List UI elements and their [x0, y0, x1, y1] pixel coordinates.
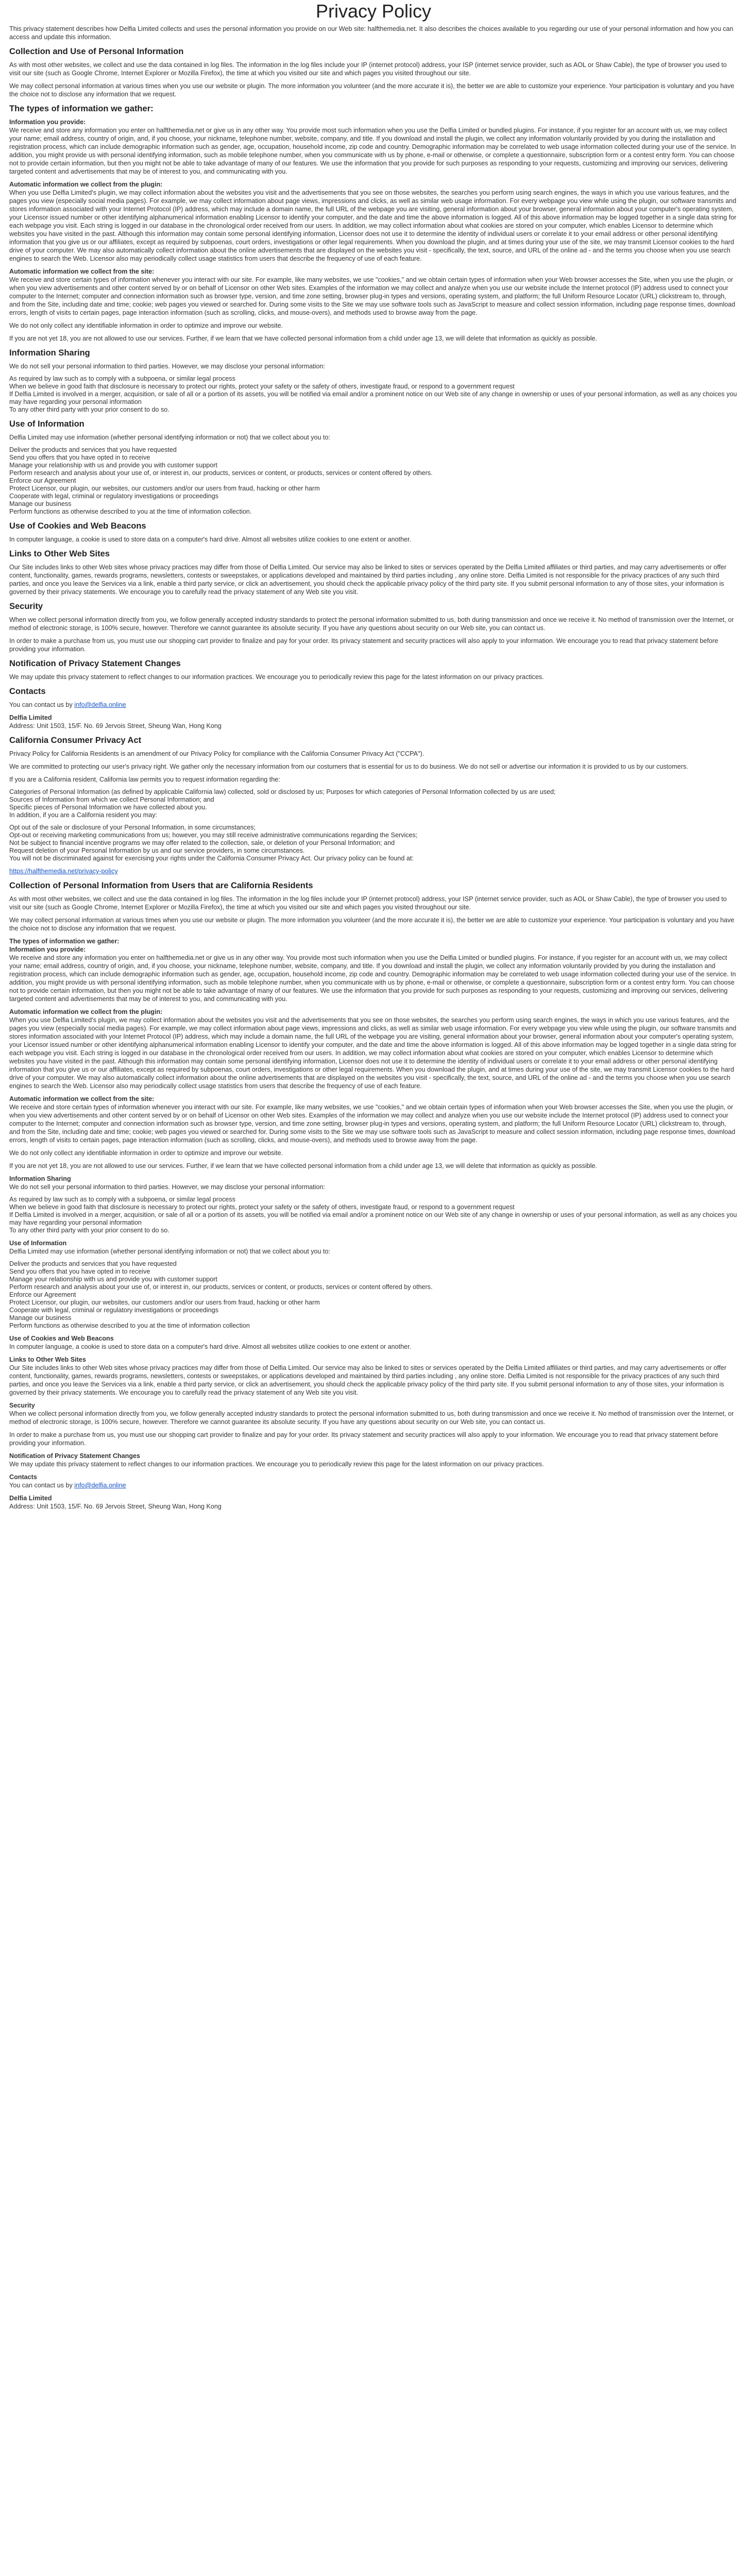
- list-item: If Delfia Limited is involved in a merger, acquisition, or sale of all or a portion of its assets, you will be notified via email and/or a prominent notice on our Web site of any change in ownership or uses of your personal information, as well as any choices you may have regarding your personal information: [9, 391, 737, 405]
- list-item: Enforce our Agreement: [9, 477, 76, 484]
- paragraph: We receive and store any information you enter on halfthemedia.net or give us in any other way. You provide most such information when you use the Delfia Limited or bundled plugins. For instance, if you register for an account with us, we may collect your name; email address, country of origin, and, if you choose, your nickname, telephone number, website, company, and title. If you download and install the plugin, we collect any information voluntarily provided by you during the installation and registration process, which can include demographic information such as gender, age, occupation, household income, zip code and country. Demographic information may be correlated to web usage information collected during your use of the service. In addition, you might provide us with personal identifying information, such as mobile telephone number, when you communicate with us by phone, e-mail or otherwise, or complete a questionnaire, subscription form or a contest entry form. You can choose not to provide certain information, but then you might not be able to take advantage of many of our features. We use the information that you provide for such purposes as responding to your requests, customizing and improving our services, delivering targeted content and advertisements that may be of interest to you, and communicating with you.: [9, 954, 736, 1003]
- paragraph: If you are not yet 18, you are not allowed to use our services. Further, if we learn that we have collected personal information from a child under age 13, we will delete that information as quickly as possible.: [9, 1162, 598, 1170]
- list-item: Cooperate with legal, criminal or regulatory investigations or proceedings: [9, 1307, 219, 1314]
- paragraph: We do not sell your personal information to third parties. However, we may disclose your personal information:: [9, 1183, 325, 1191]
- link-paragraph: [9, 1481, 738, 1489]
- section-heading-security: Security: [9, 1402, 35, 1409]
- list-item: Specific pieces of Personal Information we have collected about you.: [9, 804, 207, 811]
- section-heading-links-to-other-web-sites: Links to Other Web Sites: [9, 1356, 86, 1363]
- item-list: [9, 375, 738, 414]
- list-item: Protect Licensor, our plugin, our websites, our customers and/or our users from fraud, hacking or other harm: [9, 485, 320, 492]
- paragraph: In order to make a purchase from us, you must use our shopping cart provider to finalize and pay for your order. Its privacy statement and security practices will also apply to your information. We encourage you to read that privacy statement before providing your information.: [9, 1431, 718, 1447]
- paragraph: Delfia Limited may use information (whether personal identifying information or not) that we collect about you to:: [9, 1248, 331, 1255]
- list-item: Perform research and analysis about your use of, or interest in, our products, services or content, or products, services or content offered by others.: [9, 1283, 433, 1291]
- privacy-policy-link[interactable]: https://halfthemedia.net/privacy-policy: [9, 868, 118, 875]
- list-item: Sources of Information from which we collect Personal Information; and: [9, 796, 214, 803]
- list-item: In addition, if you are a California resident you may:: [9, 811, 158, 819]
- section-heading-the-types-of-information-we-gather: The types of information we gather:: [9, 104, 154, 113]
- section-heading-information-sharing: Information Sharing: [9, 1175, 71, 1182]
- item-list: [9, 446, 738, 516]
- paragraph: In computer language, a cookie is used to store data on a computer's hard drive. Almost all websites utilize cookies to one extent or another.: [9, 536, 412, 543]
- paragraph: When you use Delfia Limited's plugin, we may collect information about the websites you visit and the advertisements that you see on those websites, the searches you perform using search engines, the ways in which you use various features, and the pages you view (especially social media pages). For example, we may collect information about page views, impressions and clicks, as well as similar web usage information. For every webpage you view while using the plugin, our software transmits and stores information associated with your Internet Protocol (IP) address, which may include a domain name, the full URL of the webpage you are visiting, general information about your browser, general information about your computer's operating system, your Licensor issued number or other identifying alphanumerical information enabling Licensor to identify your computer, and the date and time the above information is logged. All of this above information may be logged together in a single data string for each webpage you visit. Each string is logged in our database in the chronological order received from our users. In addition, we may collect information about what cookies are stored on your computer, which enables Licensor to determine which websites you have visited in the past. Although this information may contain some personal identifying information, Licensor does not use it to determine the identity of individual users or correlate it to your email address or other personal identifying information that you give us or our affiliates, except as required by subpoenas, court orders, investigations or other legal requirements. When you download the plugin, and at times during your use of the site, we may transmit Licensor cookies to the hard drive of your computer. We may also automatically collect information about the online advertisements that are displayed on the websites you visit - specifically, the text, source, and URL of the online ad - and the terms you choose when you use search engines to search the Web. Licensor also may periodically collect usage statistics from users that describe the frequency of use of each feature.: [9, 1016, 737, 1090]
- list-item: Categories of Personal Information (as defined by applicable California law) collected, sold or disclosed by us; Purposes for which categories of Personal Information collected by us are used;: [9, 788, 556, 795]
- paragraph: We may update this privacy statement to reflect changes to our information practices. We encourage you to periodically review this page for the latest information on our privacy practices.: [9, 1461, 544, 1468]
- section-heading-collection-and-use-of-personal-informati: Collection and Use of Personal Information: [9, 47, 184, 56]
- list-item: To any other third party with your prior consent to do so.: [9, 406, 169, 413]
- list-item: Not be subject to financial incentive programs we may offer related to the collection, sale, or deletion of your Personal Information; and: [9, 839, 395, 846]
- list-item: As required by law such as to comply with a subpoena, or similar legal process: [9, 375, 235, 382]
- section-heading-use-of-information: Use of Information: [9, 419, 84, 429]
- list-item: Perform research and analysis about your use of, or interest in, our products, services or content, or products, services or content offered by others.: [9, 469, 433, 477]
- list-item: To any other third party with your prior consent to do so.: [9, 1227, 169, 1234]
- paragraph: This privacy statement describes how Delfia Limited collects and uses the personal information you provide on our Web site: halfthemedia.net. It also describes the choices available to you regarding our use of your personal information and how you can access and update this information.: [9, 25, 734, 41]
- paragraph: We receive and store any information you enter on halfthemedia.net or give us in any other way. You provide most such information when you use the Delfia Limited or bundled plugins. For instance, if you register for an account with us, we may collect your name; email address, country of origin, and, if you choose, your nickname, telephone number, website, company, and title. If you download and install the plugin, we collect any information voluntarily provided by you during the installation and registration process, which can include demographic information such as gender, age, occupation, household income, zip code and country. Demographic information may be correlated to web usage information collected during your use of the service. In addition, you might provide us with personal identifying information, such as mobile telephone number, when you communicate with us by phone, e-mail or otherwise, or complete a questionnaire, subscription form or a contest entry form. You can choose not to provide certain information, but then you might not be able to take advantage of many of our features. We use the information that you provide for such purposes as responding to your requests, customizing and improving our services, delivering targeted content and advertisements that may be of interest to you, and communicating with you.: [9, 127, 736, 175]
- link-prefix: You can contact us by: [9, 701, 75, 708]
- item-list: [9, 1260, 738, 1330]
- list-item: If Delfia Limited is involved in a merger, acquisition, or sale of all or a portion of its assets, you will be notified via email and/or a prominent notice on our Web site of any change in ownership or uses of your personal information, as well as any choices you may have regarding your personal information: [9, 1211, 737, 1226]
- paragraph: We may collect personal information at various times when you use our website or plugin. The more information you volunteer (and the more accurate it is), the better we are able to customize your experience. Your participation is voluntary and you have the choice not to disclose any information that we request.: [9, 82, 735, 98]
- paragraph: We may update this privacy statement to reflect changes to our information practices. We encourage you to periodically review this page for the latest information on our privacy practices.: [9, 673, 544, 681]
- item-list: [9, 788, 738, 819]
- section-heading-contacts: Contacts: [9, 687, 46, 696]
- list-item: Cooperate with legal, criminal or regulatory investigations or proceedings: [9, 493, 219, 500]
- paragraph: We receive and store certain types of information whenever you interact with our site. For example, like many websites, we use "cookies," and we obtain certain types of information when your Web browser accesses the Site, when you use the plugin, or when you view advertisements and other content served by or on behalf of Licensor on other Web sites. Examples of the information we may collect and analyze when you use our website include the Internet protocol (IP) address used to connect your computer to the Internet; computer and connection information such as browser type, version, and time zone setting, browser plug-in types and versions, operating system, and platform; the full Uniform Resource Locator (URL) clickstream to, through, and from the Site, including date and time; cookie; web pages you viewed or searched for. During some visits to the Site we may use software tools such as JavaScript to measure and collect session information, including page response times, download errors, length of visits to certain pages, page interaction information (such as scrolling, clicks, and mouse-overs), and methods used to browse away from the page.: [9, 1104, 736, 1144]
- paragraph: As with most other websites, we collect and use the data contained in log files. The information in the log files include your IP (internet protocol) address, your ISP (internet service provider, such as AOL or Shaw Cable), the type of browser you used to visit our site (such as Google Chrome, Internet Explorer or Mozilla Firefox), the time at which you visited our site and which pages you visited throughout our site.: [9, 61, 727, 77]
- item-list: [9, 1196, 738, 1234]
- list-item: As required by law such as to comply with a subpoena, or similar legal process: [9, 1196, 235, 1203]
- paragraph: Address: Unit 1503, 15/F. No. 69 Jervois Street, Sheung Wan, Hong Kong: [9, 722, 222, 730]
- section-heading-the-types-of-information-we-gather: The types of information we gather:: [9, 938, 120, 945]
- paragraph: Privacy Policy for California Residents is an amendment of our Privacy Policy for compliance with the California Consumer Privacy Act ("CCPA").: [9, 750, 425, 757]
- list-item: Enforce our Agreement: [9, 1291, 76, 1298]
- list-item: Protect Licensor, our plugin, our websites, our customers and/or our users from fraud, hacking or other harm: [9, 1299, 320, 1306]
- section-heading-automatic-information-we-collect-from-th: Automatic information we collect from the site:: [9, 268, 155, 275]
- section-heading-california-consumer-privacy-act: California Consumer Privacy Act: [9, 736, 142, 745]
- paragraph: We do not only collect any identifiable information in order to optimize and improve our website.: [9, 322, 283, 329]
- paragraph: In order to make a purchase from us, you must use our shopping cart provider to finalize and pay for your order. Its privacy statement and security practices will also apply to your information. We encourage you to read that privacy statement before providing your information.: [9, 637, 718, 653]
- paragraph: Our Site includes links to other Web sites whose privacy practices may differ from those of Delfia Limited. Our service may also be linked to sites or services operated by the Delfia Limited affiliates or third parties, and may carry advertisements or offer content, functionality, games, rewards programs, newsletters, contests or sweepstakes, or applications developed and maintained by third parties including , any online store. Delfia Limited is not responsible for the privacy practices of any such third parties, and once you leave the Services via a link, enable a third party service, or click an advertisement, you should check the applicable privacy policy of the third party site. If you submit personal information to any of those sites, your information is governed by their privacy statements. We encourage you to carefully read the privacy statement of any Web site you visit.: [9, 564, 726, 596]
- section-heading-notification-of-privacy-statement-change: Notification of Privacy Statement Changes: [9, 1452, 141, 1460]
- paragraph: We receive and store certain types of information whenever you interact with our site. For example, like many websites, we use "cookies," and we obtain certain types of information when your Web browser accesses the Site, when you use the plugin, or when you view advertisements and other content served by or on behalf of Licensor on other Web sites. Examples of the information we may collect and analyze when you use our website include the Internet protocol (IP) address used to connect your computer to the Internet; computer and connection information such as browser type, version, and time zone setting, browser plug-in types and versions, operating system, and platform; the full Uniform Resource Locator (URL) clickstream to, through, and from the Site, including date and time; cookie; web pages you viewed or searched for. During some visits to the Site we may use software tools such as JavaScript to measure and collect session information, including page response times, download errors, length of visits to certain pages, page interaction information (such as scrolling, clicks, and mouse-overs), and methods used to browse away from the page.: [9, 276, 736, 316]
- section-heading-automatic-information-we-collect-from-th: Automatic information we collect from the plugin:: [9, 1008, 163, 1015]
- section-heading-automatic-information-we-collect-from-th: Automatic information we collect from the site:: [9, 1095, 155, 1103]
- list-item: Perform functions as otherwise described to you at the time of information collection: [9, 1322, 250, 1329]
- paragraph: If you are a California resident, California law permits you to request information regarding the:: [9, 776, 280, 783]
- paragraph: As with most other websites, we collect and use the data contained in log files. The information in the log files include your IP (internet protocol) address, your ISP (internet service provider, such as AOL or Shaw Cable), the type of browser you used to visit our site (such as Google Chrome, Internet Explorer or Mozilla Firefox), the time at which you visited our site and which pages you visited throughout our site.: [9, 895, 727, 911]
- list-item: When we believe in good faith that disclosure is necessary to protect our rights, protect your safety or the safety of others, investigate fraud, or respond to a government request: [9, 383, 515, 390]
- section-heading-use-of-cookies-and-web-beacons: Use of Cookies and Web Beacons: [9, 1335, 114, 1342]
- list-item: Send you offers that you have opted in to receive: [9, 1268, 150, 1275]
- contact-email-link[interactable]: info@delfia.online: [74, 701, 126, 708]
- section-heading-notification-of-privacy-statement-change: Notification of Privacy Statement Changes: [9, 659, 181, 668]
- section-heading-delfia-limited: Delfia Limited: [9, 714, 52, 721]
- section-heading-use-of-information: Use of Information: [9, 1240, 67, 1247]
- list-item: Deliver the products and services that you have requested: [9, 1260, 177, 1267]
- link-paragraph: [9, 701, 738, 709]
- paragraph: When we collect personal information directly from you, we follow generally accepted industry standards to protect the personal information submitted to us, both during transmission and once we receive it. No method of transmission over the Internet, or method of electronic storage, is 100% secure, however. Therefore we cannot guarantee its absolute security. If you have any questions about security on our Web site, you can contact us.: [9, 616, 734, 632]
- list-item: Send you offers that you have opted in to receive: [9, 454, 150, 461]
- paragraph: Our Site includes links to other Web sites whose privacy practices may differ from those of Delfia Limited. Our service may also be linked to sites or services operated by the Delfia Limited affiliates or third parties, and may carry advertisements or offer content, functionality, games, rewards programs, newsletters, contests or sweepstakes, or applications developed and maintained by third parties including , any online store. Delfia Limited is not responsible for the privacy practices of any such third parties, and once you leave the Services via a link, enable a third party service, or click an advertisement, you should check the applicable privacy policy of the third party site. If you submit personal information to any of those sites, your information is governed by their privacy statements. We encourage you to carefully read the privacy statement of any Web site you visit.: [9, 1364, 726, 1396]
- paragraph: Delfia Limited may use information (whether personal identifying information or not) that we collect about you to:: [9, 434, 331, 441]
- paragraph: We do not sell your personal information to third parties. However, we may disclose your personal information:: [9, 363, 325, 370]
- paragraph: If you are not yet 18, you are not allowed to use our services. Further, if we learn that we have collected personal information from a child under age 13, we will delete that information as quickly as possible.: [9, 335, 598, 342]
- paragraph: We may collect personal information at various times when you use our website or plugin. The more information you volunteer (and the more accurate it is), the better we are able to customize your experience. Your participation is voluntary and you have the choice not to disclose any information that we request.: [9, 917, 735, 932]
- paragraph: We do not only collect any identifiable information in order to optimize and improve our website.: [9, 1149, 283, 1157]
- list-item: You will not be discriminated against for exercising your rights under the California Consumer Privacy Act. Our privacy policy can be found at:: [9, 855, 414, 862]
- paragraph: Address: Unit 1503, 15/F. No. 69 Jervois Street, Sheung Wan, Hong Kong: [9, 1503, 222, 1510]
- policy-content: [9, 25, 738, 1511]
- list-item: Deliver the products and services that you have requested: [9, 446, 177, 453]
- list-item: Perform functions as otherwise described to you at the time of information collection.: [9, 508, 252, 515]
- section-heading-security: Security: [9, 602, 43, 611]
- list-item: Opt out of the sale or disclosure of your Personal Information, in some circumstances;: [9, 824, 256, 831]
- section-heading-use-of-cookies-and-web-beacons: Use of Cookies and Web Beacons: [9, 521, 146, 531]
- list-item: Request deletion of your Personal Information by us and our service providers, in some circumstances.: [9, 847, 305, 854]
- section-heading-information-you-provide: Information you provide:: [9, 946, 86, 953]
- item-list: [9, 824, 738, 862]
- list-item: When we believe in good faith that disclosure is necessary to protect our rights, protect your safety or the safety of others, investigate fraud, or respond to a government request: [9, 1204, 515, 1211]
- paragraph: When we collect personal information directly from you, we follow generally accepted industry standards to protect the personal information submitted to us, both during transmission and once we receive it. No method of transmission over the Internet, or method of electronic storage, is 100% secure, however. Therefore we cannot guarantee its absolute security. If you have any questions about security on our Web site, you can contact us.: [9, 1410, 734, 1426]
- link-prefix: You can contact us by: [9, 1482, 75, 1489]
- list-item: Manage your relationship with us and provide you with customer support: [9, 462, 217, 469]
- section-heading-delfia-limited: Delfia Limited: [9, 1495, 52, 1502]
- list-item: Opt-out or receiving marketing communications from us; however, you may still receive administrative communications regarding the Services;: [9, 832, 418, 839]
- list-item: Manage your relationship with us and provide you with customer support: [9, 1276, 217, 1283]
- section-heading-contacts: Contacts: [9, 1473, 37, 1481]
- contact-email-link[interactable]: info@delfia.online: [74, 1482, 126, 1489]
- list-item: Manage our business: [9, 500, 72, 507]
- section-heading-collection-of-personal-information-from-: Collection of Personal Information from Users that are California Residents: [9, 881, 313, 890]
- section-heading-information-sharing: Information Sharing: [9, 348, 90, 358]
- page-title: Privacy Policy: [315, 1, 432, 22]
- privacy-policy-page: [9, 0, 738, 1526]
- paragraph: We are committed to protecting our user's privacy right. We gather only the necessary information from our costumers that is essential for us to do business. We do not sell or advertise our information it is provided to us by our customers.: [9, 763, 688, 770]
- paragraph: In computer language, a cookie is used to store data on a computer's hard drive. Almost all websites utilize cookies to one extent or another.: [9, 1343, 412, 1350]
- link-paragraph: [9, 867, 738, 875]
- section-heading-links-to-other-web-sites: Links to Other Web Sites: [9, 549, 110, 558]
- list-item: Manage our business: [9, 1314, 72, 1321]
- section-heading-information-you-provide: Information you provide:: [9, 118, 86, 126]
- section-heading-automatic-information-we-collect-from-th: Automatic information we collect from the plugin:: [9, 181, 163, 188]
- paragraph: When you use Delfia Limited's plugin, we may collect information about the websites you visit and the advertisements that you see on those websites, the searches you perform using search engines, the ways in which you use various features, and the pages you view (especially social media pages). For example, we may collect information about page views, impressions and clicks, as well as similar web usage information. For every webpage you view while using the plugin, our software transmits and stores information associated with your Internet Protocol (IP) address, which may include a domain name, the full URL of the webpage you are visiting, general information about your browser, general information about your computer's operating system, your Licensor issued number or other identifying alphanumerical information enabling Licensor to identify your computer, and the date and time the above information is logged. All of this above information may be logged together in a single data string for each webpage you visit. Each string is logged in our database in the chronological order received from our users. In addition, we may collect information about what cookies are stored on your computer, which enables Licensor to determine which websites you have visited in the past. Although this information may contain some personal identifying information, Licensor does not use it to determine the identity of individual users or correlate it to your email address or other personal identifying information that you give us or our affiliates, except as required by subpoenas, court orders, investigations or other legal requirements. When you download the plugin, and at times during your use of the site, we may transmit Licensor cookies to the hard drive of your computer. We may also automatically collect information about the online advertisements that are displayed on the websites you visit - specifically, the text, source, and URL of the online ad - and the terms you choose when you use search engines to search the Web. Licensor also may periodically collect usage statistics from users that describe the frequency of use of each feature.: [9, 189, 737, 262]
